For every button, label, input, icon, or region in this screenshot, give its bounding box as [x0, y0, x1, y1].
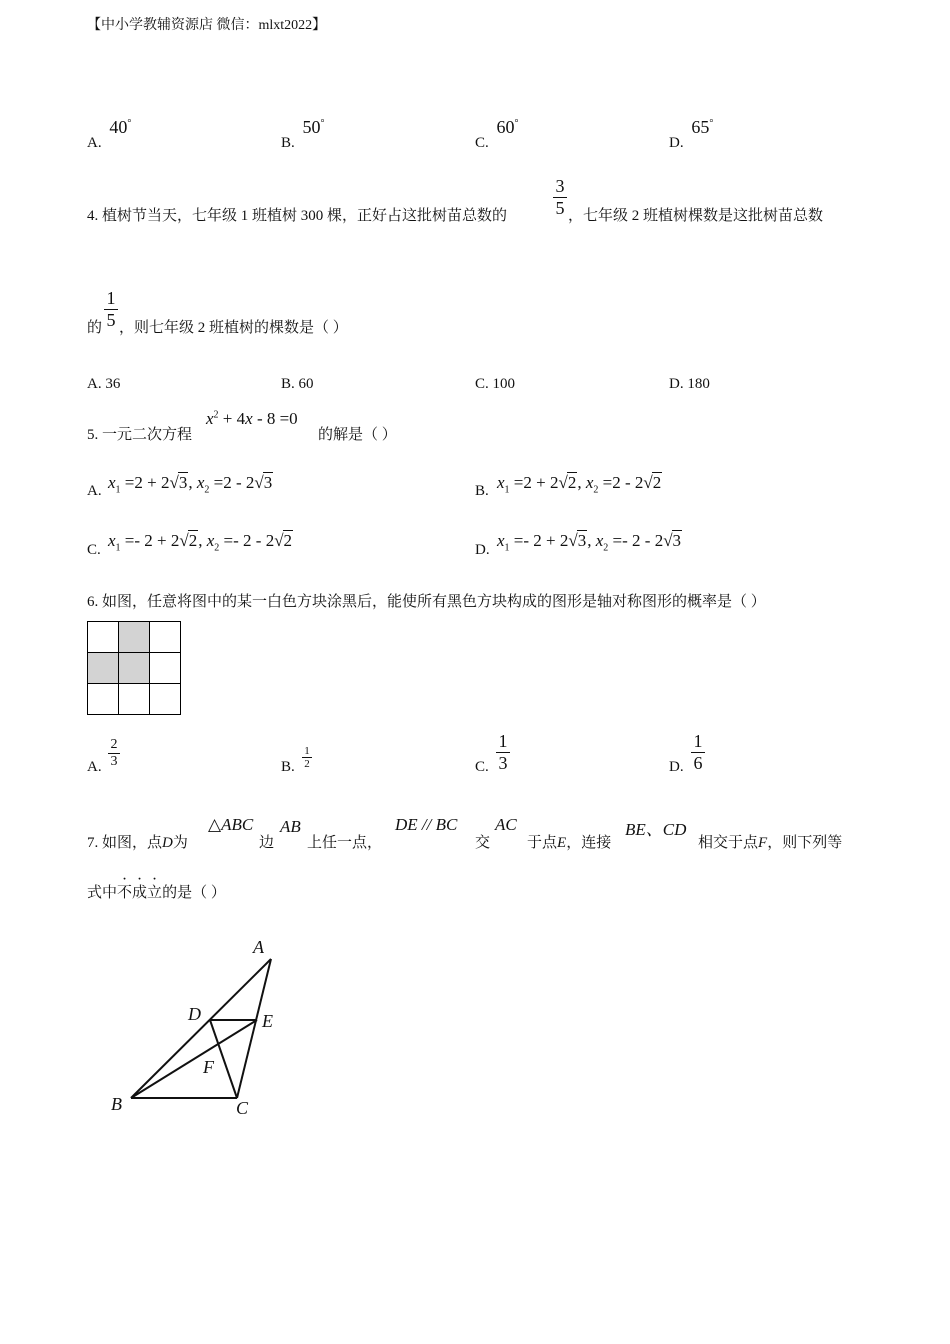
- option-label: C.: [475, 135, 489, 151]
- q5-option-a-math: $x_1 =2 + 2√3$, $x_2 =2 - 2√3$: [108, 473, 273, 496]
- q4-option-d: D. 180: [669, 376, 710, 392]
- label-c: C: [236, 1098, 249, 1118]
- segment-cd: [210, 1020, 237, 1098]
- label-b: B: [111, 1094, 122, 1114]
- q4-option-c: C. 100: [475, 376, 516, 392]
- segment-ab: [131, 959, 271, 1098]
- grid-row: [88, 622, 181, 653]
- q6-option-b-label: B.: [281, 759, 295, 775]
- q7-part-5: 于点E，连接: [527, 835, 612, 851]
- q7-part-4: 交: [475, 835, 491, 851]
- q3-option-a: [87, 117, 132, 152]
- q4-fraction-1: 3 5: [553, 176, 567, 219]
- q7-segments-be-cd: BE、CD: [625, 820, 687, 839]
- q4-line2-end: ，则七年级 2 班植树的棵数是（ ）: [119, 320, 348, 336]
- q5-option-d-label: D.: [475, 542, 490, 558]
- q5-equation: $x^2 + 4x - 8 =0$: [206, 409, 298, 428]
- emphasis-char: 不: [117, 885, 133, 901]
- option-value: 50°: [302, 117, 325, 137]
- q4-fraction-2: 1 5: [104, 288, 118, 331]
- q4-line1-end: ，七年级 2 班植树棵数是这批树苗总数: [568, 208, 824, 224]
- q7-segment-ac: AC: [495, 815, 517, 834]
- q6-option-c-fraction: 1 3: [496, 731, 510, 774]
- q3-option-c: [475, 117, 519, 152]
- q7-part-6: 相交于点F，则下列等: [698, 835, 843, 851]
- grid-cell-white: [119, 684, 150, 715]
- grid-cell-white: [150, 622, 181, 653]
- q6-text: 6. 如图，任意将图中的某一白色方块涂黑后，能使所有黑色方块构成的图形是轴对称图形的概率是（ ）: [87, 594, 766, 610]
- option-label: D.: [669, 135, 684, 151]
- grid-cell-white: [150, 653, 181, 684]
- grid-cell-black: [88, 653, 119, 684]
- label-d: D: [188, 1004, 201, 1024]
- q5-option-d-math: $x_1 =- 2 + 2√3$, $x_2 =- 2 - 2√3$: [497, 531, 682, 554]
- q7-segment-ab: AB: [280, 817, 301, 836]
- q5-option-b-label: B.: [475, 483, 489, 499]
- q6-option-a-fraction: 2 3: [108, 737, 120, 770]
- q7-line-2: 式中不成立的是（ ）: [87, 885, 226, 901]
- grid-cell-white: [88, 684, 119, 715]
- segment-be: [131, 1020, 257, 1098]
- option-label: B.: [281, 135, 295, 151]
- q6-option-c-label: C.: [475, 759, 489, 775]
- option-value: 40°: [109, 117, 132, 137]
- q7-parallel: DE // BC: [395, 815, 458, 834]
- q6-option-d-fraction: 1 6: [691, 731, 705, 774]
- q7-triangle: △ABC: [208, 815, 254, 834]
- emphasis-char: 立: [147, 885, 163, 901]
- grid-cell-white: [88, 622, 119, 653]
- q4-line2-start: 的: [87, 320, 103, 336]
- q4-option-a: A. 36: [87, 376, 121, 392]
- label-e: E: [262, 1011, 273, 1031]
- option-label: A.: [87, 135, 102, 151]
- q7-part-3: 上任一点，: [307, 835, 383, 851]
- emphasis-char: 成: [132, 885, 148, 901]
- label-f: F: [203, 1057, 214, 1077]
- q4-option-b: B. 60: [281, 376, 314, 392]
- q7-triangle-figure: [100, 930, 300, 1125]
- q5-option-c-label: C.: [87, 542, 101, 558]
- grid-cell-black: [119, 622, 150, 653]
- q6-option-b-fraction: 1 2: [302, 745, 312, 770]
- q3-option-b: [281, 117, 325, 152]
- q5-option-a-label: A.: [87, 483, 102, 499]
- q5-option-b-math: $x_1 =2 + 2√2$, $x_2 =2 - 2√2$: [497, 473, 662, 496]
- header-text: 【中小学教辅资源店 微信：mlxt2022】: [87, 18, 327, 33]
- q7-part-2: 边: [259, 835, 275, 851]
- grid-cell-black: [119, 653, 150, 684]
- q6-option-a-label: A.: [87, 759, 102, 775]
- q5-option-c-math: $x_1 =- 2 + 2√2$, $x_2 =- 2 - 2√2$: [108, 531, 293, 554]
- grid-row: [88, 653, 181, 684]
- q5-suffix: 的解是（ ）: [318, 427, 397, 443]
- q7-part-1: 7. 如图，点D为: [87, 835, 188, 851]
- q4-line1: 4. 植树节当天，七年级 1 班植树 300 棵，正好占这批树苗总数的: [87, 208, 508, 224]
- q3-option-d: [669, 117, 714, 152]
- grid-cell-white: [150, 684, 181, 715]
- label-a: A: [253, 937, 264, 957]
- option-value: 65°: [691, 117, 714, 137]
- q6-option-d-label: D.: [669, 759, 684, 775]
- grid-row: [88, 684, 181, 715]
- q5-prefix: 5. 一元二次方程: [87, 427, 193, 443]
- option-value: 60°: [496, 117, 519, 137]
- q6-grid: [87, 621, 181, 715]
